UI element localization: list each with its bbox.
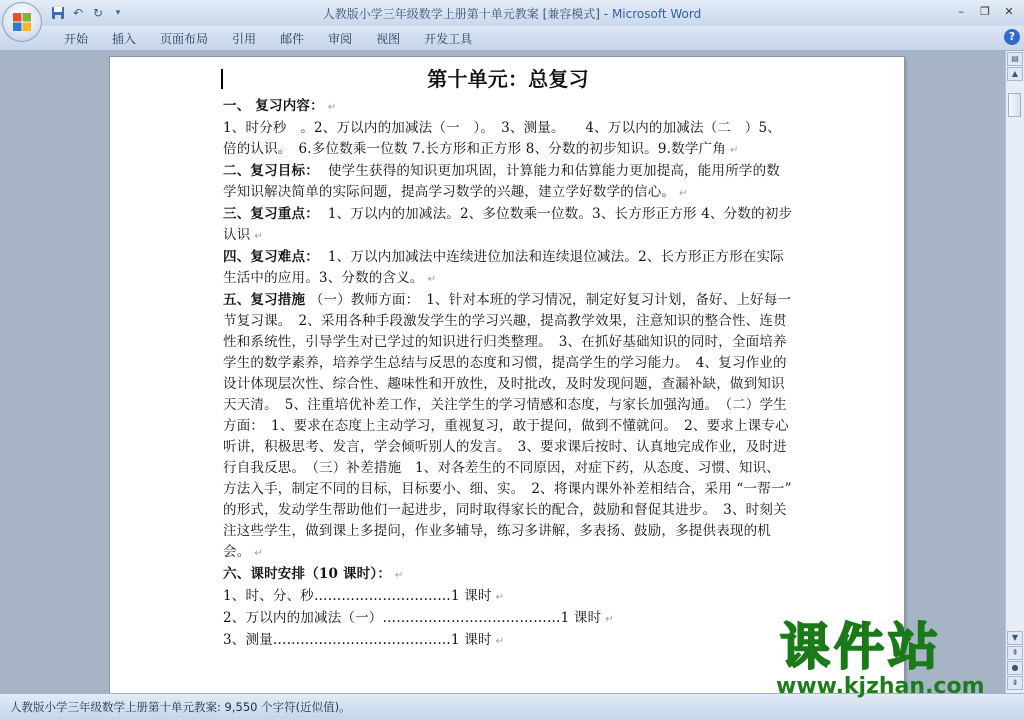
undo-icon[interactable]: ↶ — [72, 6, 84, 20]
section-4 — [223, 247, 793, 290]
section-heading: 一、 复习内容： — [223, 98, 324, 114]
title-separator: - — [599, 7, 612, 21]
paragraph-text: 使学生获得的知识更加巩固，计算能力和估算能力更加提高，能用所学的数学知识解决简单的实际问题，提高学习数学的兴趣，建立学好数学的信心。 — [223, 163, 780, 200]
section-1 — [223, 96, 793, 118]
watermark-title: 课件站 — [780, 618, 942, 676]
section-6 — [223, 564, 793, 586]
section-heading: 六、课时安排（10 课时）： — [223, 566, 392, 582]
paragraph-text: 1、时分秒 。2、万以内的加减法（一 ）。 3、测量。 4、万以内的加减法（二 ）5、倍的认识。 6.多位数乘一位数 7.长方形和正方形 8、分数的初步知识。9.数学广角 — [223, 120, 781, 157]
redo-icon[interactable]: ↻ — [92, 6, 104, 20]
previous-page-icon[interactable]: ⇞ — [1007, 646, 1023, 660]
paragraph-mark-icon: ↵ — [427, 274, 437, 285]
ribbon-tab-bar — [0, 26, 1024, 51]
paragraph-mark-icon: ↵ — [679, 188, 688, 199]
scroll-down-icon[interactable]: ▼ — [1007, 631, 1023, 645]
section-heading: 二、复习目标： — [223, 163, 319, 179]
schedule-text: 1、时、分、秒…………………………1 课时 — [223, 588, 492, 604]
document-page[interactable] — [110, 57, 904, 693]
paragraph-mark-icon: ↵ — [495, 592, 505, 603]
paragraph-text: （一）教师方面： 1、针对本班的学习情况，制定好复习计划，备好、上好每一节复习课。 2、采用各种手段激发学生的学习兴趣，提高教学效果，注意知识的整合性、连贯性和系统性，引导学生对已学过的知识进行归类整理。 3、在抓好基础知识的同时，全面培养学生的数学素养，培养学生总结与反思的态度和习惯，提高学生的学习能力。 4、复习作业的设计体现层次性、综合性、趣味性和开放性，及时批改，及时发现问题，查漏补缺，做到知识天天清。 5、注重培优补差工作，关注学生的学习情感和态度，与家长加强沟通。 （二）学生方面： 1、要求在态度上主动学习，重视复习，敢于提问，做到不懂就问。 2、要求上课专心听讲，积极思考、发言，学会倾听别人的发言。 3、要求课后按时、认真地完成作业，及时进行自我反思。 （三）补差措施 1、对各差生的不同原因，对症下药，从态度、习惯、知识、方法入手，制定不同的目标，目标要小、细、实。 2、将课内课外补差相结合，采用 “一帮一” 的形式，发动学生帮助他们一起进步，同时取得家长的配合，鼓励和督促其进步。 3、时刻关注这些学生，做到课上多提问，作业多辅导，练习多讲解，多表扬、鼓励，多提供表现的机会。 — [223, 292, 792, 560]
paragraph-mark-icon: ↵ — [327, 102, 337, 113]
paragraph-mark-icon: ↵ — [254, 231, 263, 242]
document-workspace — [0, 51, 1006, 693]
office-button[interactable] — [2, 2, 42, 42]
schedule-item — [223, 586, 793, 608]
section-2 — [223, 161, 793, 204]
paragraph-text: 1、万以内的加减法。2、多位数乘一位数。3、长方形正方形 4、分数的初步认识 — [223, 206, 793, 243]
close-button[interactable]: ✕ — [1004, 4, 1014, 18]
ribbon-tabs — [52, 30, 484, 48]
scroll-up-icon[interactable]: ▲ — [1007, 67, 1023, 81]
app-name: Microsoft Word — [611, 7, 702, 21]
minimize-button[interactable]: – — [958, 4, 964, 18]
section-1-body — [223, 118, 793, 161]
window-controls — [950, 2, 1020, 20]
section-heading: 三、复习重点： — [223, 206, 319, 222]
ruler-toggle-icon[interactable]: ▤ — [1007, 52, 1023, 66]
schedule-text: 3、测量…………………………………1 课时 — [223, 632, 492, 648]
schedule-text: 2、万以内的加减法（一）…………………………………1 课时 — [223, 610, 602, 626]
title-bar — [0, 0, 1024, 26]
vertical-scrollbar[interactable] — [1005, 51, 1024, 693]
customize-qat-icon[interactable]: ▾ — [115, 8, 121, 18]
paragraph-mark-icon: ↵ — [495, 636, 505, 647]
office-logo-icon — [12, 12, 32, 32]
section-heading: 四、复习难点： — [223, 249, 319, 265]
select-browse-object-icon[interactable]: ● — [1007, 661, 1023, 675]
paragraph-mark-icon: ↵ — [395, 570, 404, 581]
section-5 — [223, 290, 793, 564]
help-icon[interactable]: ? — [1004, 29, 1020, 45]
watermark-logo — [770, 618, 1010, 708]
restore-button[interactable]: ❐ — [980, 4, 990, 18]
scroll-thumb[interactable] — [1008, 93, 1021, 117]
section-3 — [223, 204, 793, 247]
schedule-item — [223, 630, 793, 652]
tab-view[interactable]: 视图 — [376, 32, 401, 46]
window-title — [0, 5, 1024, 22]
tab-references[interactable]: 引用 — [232, 32, 257, 46]
paragraph-text: 1、万以内加减法中连续进位加法和连续退位减法。2、长方形正方形在实际生活中的应用。3、分数的含义。 — [223, 249, 784, 286]
schedule-item — [223, 608, 793, 630]
paragraph-mark-icon: ↵ — [729, 145, 739, 156]
tab-developer[interactable]: 开发工具 — [424, 32, 473, 46]
document-body[interactable] — [223, 65, 793, 652]
document-title: 人教版小学三年级数学上册第十单元教案 [兼容模式] — [322, 7, 600, 21]
paragraph-mark-icon: ↵ — [254, 548, 263, 559]
tab-home[interactable]: 开始 — [64, 32, 89, 46]
section-heading: 五、复习措施 — [223, 292, 306, 308]
document-heading: 第十单元：总复习 — [427, 67, 589, 91]
paragraph-mark-icon: ↵ — [605, 614, 614, 625]
tab-insert[interactable]: 插入 — [112, 32, 137, 46]
next-page-icon[interactable]: ⇟ — [1007, 676, 1023, 690]
word-count-status[interactable]: 人教版小学三年级数学上册第十单元教案: 9,550 个字符(近似值)。 — [10, 700, 351, 714]
watermark-url: www.kjzhan.com — [776, 674, 985, 699]
tab-review[interactable]: 审阅 — [328, 32, 353, 46]
tab-mailings[interactable]: 邮件 — [280, 32, 305, 46]
tab-page-layout[interactable]: 页面布局 — [160, 32, 209, 46]
